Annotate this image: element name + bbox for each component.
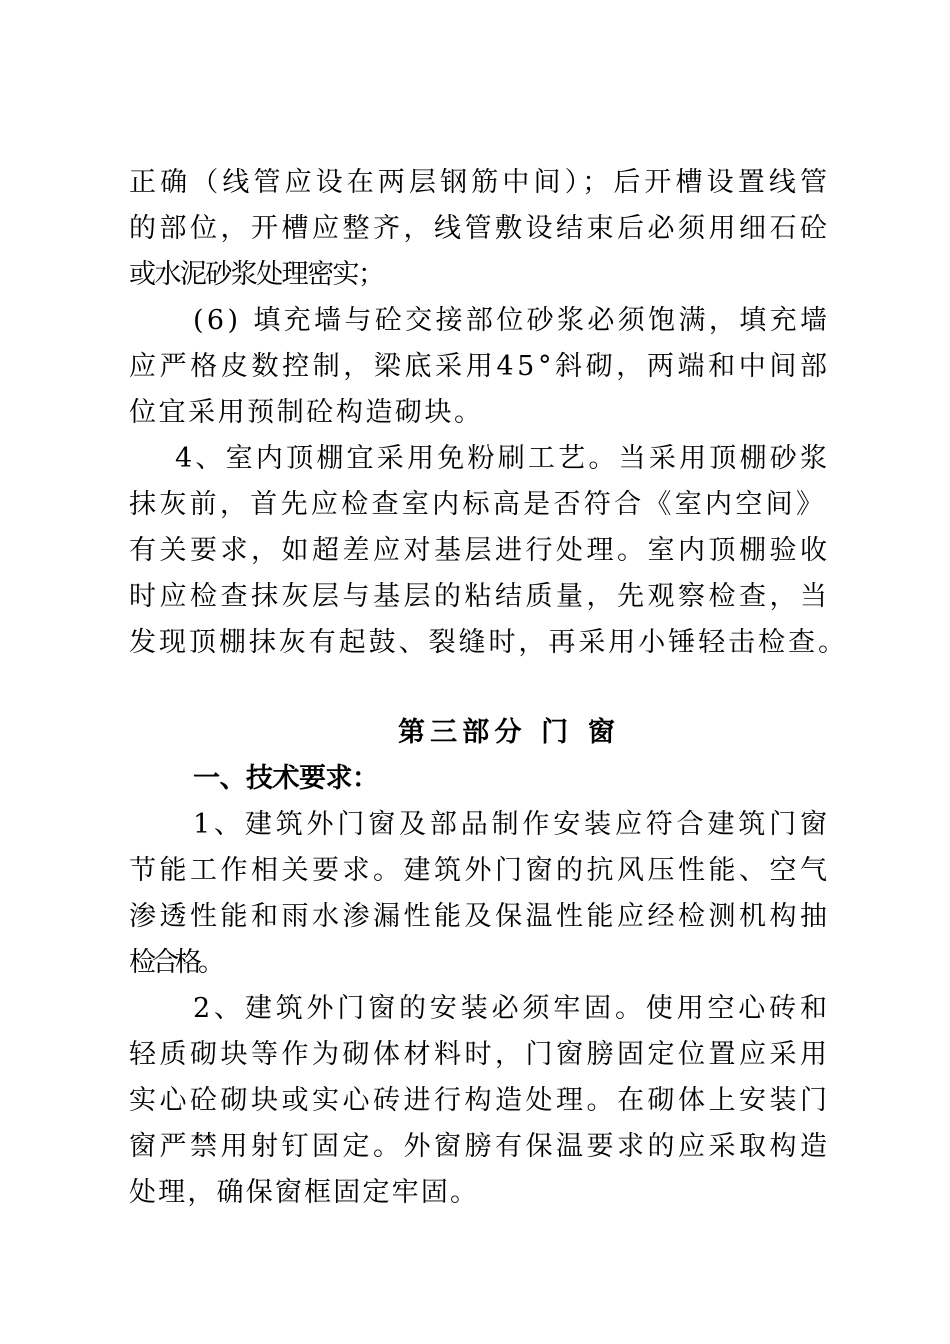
paragraph-text: 实心砼砌块或实心砖进行构造处理。在砌体上安装门 <box>129 1085 831 1116</box>
text-line <box>0 897 950 937</box>
paragraph-text: 1、建筑外门窗及部品制作安装应符合建筑门窗 <box>193 809 831 840</box>
paragraph-text: 4、室内顶棚宜采用免粉刷工艺。当采用顶棚砂浆 <box>175 443 831 474</box>
paragraph-text: 正确（线管应设在两层钢筋中间）；后开槽设置线管 <box>129 167 832 198</box>
text-line <box>0 577 950 617</box>
paragraph-text: 节能工作相关要求。建筑外门窗的抗风压性能、空气 <box>129 855 831 886</box>
paragraph-text: 应严格皮数控制，梁底采用45°斜砌，两端和中间部 <box>129 351 831 382</box>
paragraph-text: 时应检查抹灰层与基层的粘结质量，先观察检查，当 <box>129 581 831 612</box>
text-line <box>0 485 950 525</box>
paragraph-text: 位宜采用预制砼构造砌块。 <box>129 397 484 428</box>
paragraph-text: 处理，确保窗框固定牢固。 <box>129 1177 480 1208</box>
paragraph-text: (6) 填充墙与砼交接部位砂浆必须饱满，填充墙 <box>193 305 831 336</box>
paragraph-text: 或水泥砂浆处理密实； <box>129 259 384 290</box>
text-line <box>0 163 950 203</box>
text-line <box>0 255 950 295</box>
text-line <box>0 1081 950 1121</box>
text-line <box>0 989 950 1029</box>
text-line <box>0 531 950 571</box>
paragraph-text: 轻质砌块等作为砌体材料时，门窗膀固定位置应采用 <box>129 1039 831 1070</box>
text-line <box>0 301 950 341</box>
part-title: 第三部分 门 窗 <box>398 717 620 748</box>
paragraph-text: 发现顶棚抹灰有起鼓、裂缝时，再采用小锤轻击检查。 <box>129 627 848 658</box>
text-line <box>0 943 950 983</box>
text-line <box>0 347 950 387</box>
paragraph-text: 检合格。 <box>129 947 221 978</box>
paragraph-text: 的部位，开槽应整齐，线管敷设结束后必须用细石砼 <box>129 213 831 244</box>
text-line <box>0 1173 950 1213</box>
text-line <box>0 805 950 845</box>
paragraph-text: 窗严禁用射钉固定。外窗膀有保温要求的应采取构造 <box>129 1131 831 1162</box>
subheading-line <box>0 759 950 799</box>
paragraph-text: 2、建筑外门窗的安装必须牢固。使用空心砖和 <box>193 993 831 1024</box>
text-line <box>0 393 950 433</box>
text-line <box>0 209 950 249</box>
text-line <box>0 1127 950 1167</box>
paragraph-text: 渗透性能和雨水渗漏性能及保温性能应经检测机构抽 <box>129 901 831 932</box>
text-line <box>0 623 950 663</box>
text-line <box>0 1035 950 1075</box>
paragraph-text: 抹灰前，首先应检查室内标高是否符合《室内空间》 <box>129 489 827 520</box>
text-line <box>0 439 950 479</box>
subheading: 一、技术要求： <box>193 763 379 794</box>
part-title-line <box>0 713 950 753</box>
paragraph-text: 有关要求，如超差应对基层进行处理。室内顶棚验收 <box>129 535 831 566</box>
text-line <box>0 851 950 891</box>
